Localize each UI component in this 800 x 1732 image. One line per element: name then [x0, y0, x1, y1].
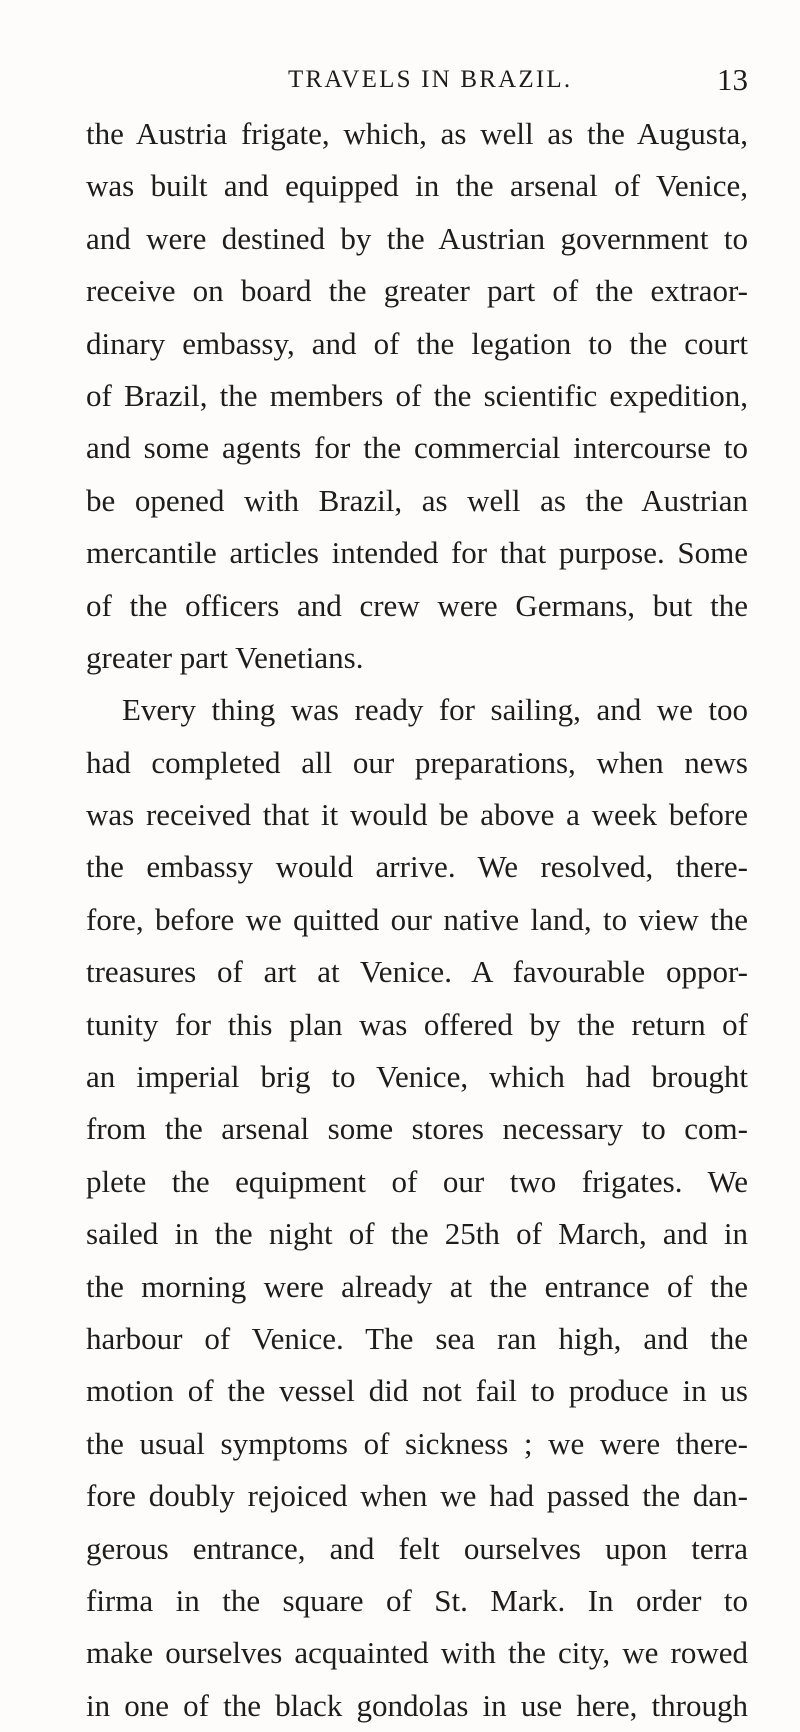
running-title: TRAVELS IN BRAZIL.	[288, 66, 573, 93]
text-line: of the officers and crew were Germans, but the	[86, 587, 748, 623]
text-line: fore, before we quitted our native land, to view the	[86, 901, 748, 937]
text-line: receive on board the greater part of the extraor-	[86, 273, 748, 309]
text-line: firma in the square of St. Mark. In order to	[86, 1582, 748, 1618]
text-line: harbour of Venice. The sea ran high, and the	[86, 1320, 748, 1356]
paragraph-end-line: greater part Venetians.	[86, 639, 364, 675]
text-line: the morning were already at the entrance of the	[86, 1268, 748, 1304]
text-line: sailed in the night of the 25th of March, and in	[86, 1216, 748, 1252]
text-line: had completed all our preparations, when news	[86, 744, 748, 780]
text-line: the usual symptoms of sickness ; we were there-	[86, 1425, 748, 1461]
text-line: was built and equipped in the arsenal of Venice,	[86, 168, 748, 204]
text-line: was received that it would be above a week before	[86, 797, 748, 833]
text-line: the embassy would arrive. We resolved, there-	[86, 849, 748, 885]
page-number: 13	[717, 62, 748, 97]
page-header	[288, 62, 748, 106]
text-line: dinary embassy, and of the legation to the court	[86, 325, 748, 361]
text-line: make ourselves acquainted with the city, we rowed	[86, 1635, 748, 1671]
text-line: and some agents for the commercial intercourse to	[86, 430, 748, 466]
text-line: tunity for this plan was offered by the return of	[86, 1006, 748, 1042]
text-line: the Austria frigate, which, as well as the Augusta,	[86, 116, 748, 151]
text-line: of Brazil, the members of the scientific expedition,	[86, 377, 748, 413]
paragraph-start-line: Every thing was ready for sailing, and we too	[122, 692, 748, 728]
text-line: treasures of art at Venice. A favourable oppor-	[86, 954, 748, 990]
text-line: in one of the black gondolas in use here, through	[86, 1687, 748, 1723]
text-line: mercantile articles intended for that purpose. Some	[86, 535, 748, 571]
text-line: from the arsenal some stores necessary to com-	[86, 1111, 748, 1147]
text-line: and were destined by the Austrian government to	[86, 220, 748, 256]
body-text	[86, 108, 748, 1732]
text-line: motion of the vessel did not fail to produce in us	[86, 1373, 748, 1409]
text-line: gerous entrance, and felt ourselves upon terra	[86, 1530, 748, 1566]
text-line: an imperial brig to Venice, which had brought	[86, 1059, 748, 1095]
text-line: fore doubly rejoiced when we had passed the dan-	[86, 1478, 748, 1514]
text-line: plete the equipment of our two frigates. We	[86, 1163, 748, 1199]
text-line: be opened with Brazil, as well as the Austrian	[86, 482, 748, 518]
